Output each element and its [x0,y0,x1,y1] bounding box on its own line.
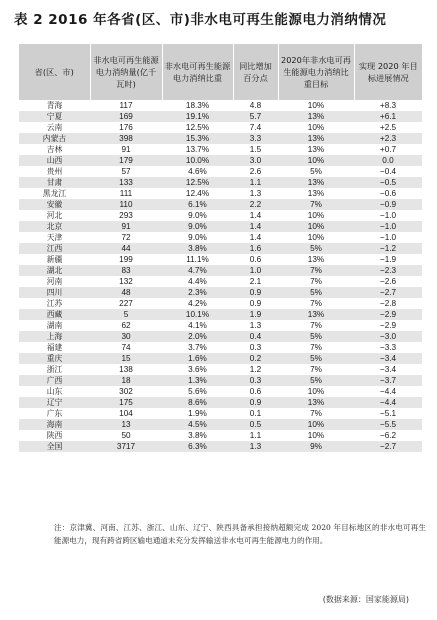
table-row [19,155,422,166]
cell-share: 3.6% [188,365,207,374]
cell-province: 云南 [46,123,63,132]
cell-target: 5% [278,243,354,254]
cell-share: 2.3% [162,287,233,298]
cell-province: 内蒙古 [19,133,90,144]
cell-yoy-change: 1.9 [233,309,278,320]
cell-share: 3.7% [188,343,207,352]
cell-province: 黑龙江 [42,189,67,198]
cell-province: 湖南 [46,321,63,330]
header-2020-target: 2020年非水电可再生能源电力消纳比重目标 [278,44,354,100]
table-row [19,430,422,441]
cell-share: 19.1% [162,111,233,122]
cell-share: 3.8% [188,431,207,440]
cell-consumption: 169 [90,111,162,122]
cell-consumption: 110 [90,199,162,210]
cell-province: 广东 [46,409,63,418]
cell-share: 10.1% [162,309,233,320]
cell-share: 15.3% [162,133,233,144]
cell-share: 11.1% [186,255,209,264]
cell-progress: −3.3 [379,343,397,352]
cell-province: 四川 [19,287,90,298]
table-row [19,122,422,133]
table-row [19,375,422,386]
cell-consumption: 199 [119,255,133,264]
cell-consumption: 57 [121,167,131,176]
cell-yoy-change: 1.5 [249,145,262,154]
table-row [19,320,422,331]
cell-yoy-change: 3.0 [233,155,278,166]
cell-target: 7% [310,343,322,352]
cell-progress: +2.5 [379,123,397,132]
cell-consumption: 104 [119,409,133,418]
cell-progress: −3.0 [354,331,422,342]
cell-share: 4.1% [188,321,207,330]
table-row [19,144,422,155]
cell-yoy-change: 2.6 [249,167,262,176]
cell-target: 13% [278,133,354,144]
table-row [19,232,422,243]
cell-province: 贵州 [46,167,63,176]
table-row [19,441,422,452]
cell-yoy-change: 1.0 [233,265,278,276]
cell-consumption: 5 [90,309,162,320]
cell-yoy-change: 5.7 [233,111,278,122]
cell-share: 1.3% [162,375,233,386]
cell-yoy-change: 0.5 [233,419,278,430]
cell-province: 吉林 [46,145,63,154]
cell-progress: −3.7 [354,375,422,386]
cell-target: 7% [310,321,322,330]
cell-consumption: 15 [90,353,162,364]
table-row [19,353,422,364]
cell-target: 5% [278,375,354,386]
cell-target: 5% [278,331,354,342]
cell-target: 10% [307,123,325,132]
table-row [19,331,422,342]
cell-progress: −5.1 [379,409,397,418]
cell-yoy-change: 1.4 [249,211,262,220]
cell-yoy-change: 1.4 [249,233,262,242]
table-row [19,100,422,111]
header-consumption: 非水电可再生能源电力消纳量(亿千瓦时) [90,44,162,100]
cell-yoy-change: 3.3 [233,133,278,144]
cell-province: 陕西 [46,431,63,440]
cell-progress: −2.6 [379,277,397,286]
cell-progress: +0.7 [379,145,397,154]
cell-target: 13% [307,189,325,198]
table-title: 表 2 2016 年各省(区、市)非水电可再生能源电力消纳情况 [14,12,387,28]
table-row [19,276,422,287]
cell-yoy-change: 2.2 [233,199,278,210]
cell-yoy-change: 1.1 [233,177,278,188]
table-body [19,100,422,452]
cell-progress: −1.0 [379,233,397,242]
cell-target: 10% [278,155,354,166]
cell-consumption: 133 [90,177,162,188]
cell-target: 13% [307,145,325,154]
cell-share: 12.4% [185,189,210,198]
cell-consumption: 117 [119,101,133,110]
cell-consumption: 83 [90,265,162,276]
table-header-row [19,44,422,100]
cell-consumption: 13 [90,419,162,430]
footnote: 注：京津冀、河南、江苏、浙江、山东、辽宁、陕西具备承担接纳超额完成 2020 年目标地区的非水电可再生能源电力，现有跨省跨区输电通道未充分发挥输送非水电可再生能源电力的作用。 [54,523,426,545]
cell-consumption: 176 [119,123,133,132]
cell-share: 12.5% [162,177,233,188]
cell-progress: −1.9 [379,255,397,264]
cell-yoy-change: 0.9 [233,287,278,298]
cell-progress: −6.2 [379,431,397,440]
cell-consumption: 50 [121,431,131,440]
table-row [19,111,422,122]
cell-province: 天津 [46,233,63,242]
cell-province: 浙江 [46,365,63,374]
table-row [19,199,422,210]
table-row [19,166,422,177]
cell-province: 广西 [19,375,90,386]
cell-share: 4.7% [162,265,233,276]
cell-progress: 0.0 [354,155,422,166]
cell-province: 山西 [19,155,90,166]
cell-target: 5% [278,287,354,298]
cell-consumption: 48 [90,287,162,298]
cell-province: 辽宁 [19,397,90,408]
cell-yoy-change: 1.3 [233,441,278,452]
cell-progress: −5.5 [354,419,422,430]
cell-target: 10% [278,221,354,232]
cell-province: 安徽 [19,199,90,210]
cell-share: 1.9% [188,409,207,418]
cell-yoy-change: 7.4 [249,123,262,132]
cell-yoy-change: 0.6 [249,387,262,396]
cell-progress: −3.4 [379,365,397,374]
cell-province: 甘肃 [19,177,90,188]
cell-share: 12.5% [185,123,210,132]
table-row [19,408,422,419]
cell-progress: −1.0 [379,211,397,220]
cell-target: 13% [278,397,354,408]
cell-share: 10.0% [162,155,233,166]
cell-province: 青海 [46,101,63,110]
table-row [19,265,422,276]
cell-target: 10% [307,387,325,396]
cell-progress: −2.9 [354,309,422,320]
cell-province: 湖北 [19,265,90,276]
cell-yoy-change: 0.9 [249,299,262,308]
cell-yoy-change: 0.1 [249,409,262,418]
cell-share: 13.7% [185,145,210,154]
cell-target: 5% [310,167,322,176]
cell-consumption: 30 [90,331,162,342]
table-row [19,397,422,408]
cell-share: 4.5% [162,419,233,430]
table-row [19,254,422,265]
cell-province: 河南 [46,277,63,286]
cell-consumption: 62 [121,321,131,330]
cell-progress: −1.0 [354,221,422,232]
cell-share: 18.3% [185,101,210,110]
table-row [19,309,422,320]
table-row [19,342,422,353]
cell-consumption: 175 [90,397,162,408]
table-row [19,386,422,397]
cell-yoy-change: 1.2 [249,365,262,374]
cell-progress: −2.9 [379,321,397,330]
cell-consumption: 91 [90,221,162,232]
cell-share: 5.6% [188,387,207,396]
data-source: (数据来源：国家能源局) [322,595,409,604]
cell-progress: −4.4 [354,397,422,408]
cell-target: 13% [307,255,325,264]
cell-target: 13% [278,177,354,188]
cell-consumption: 111 [119,189,133,198]
cell-yoy-change: 1.6 [233,243,278,254]
cell-target: 7% [310,409,322,418]
cell-province: 河北 [46,211,63,220]
cell-yoy-change: 0.2 [233,353,278,364]
cell-yoy-change: 2.1 [249,277,262,286]
cell-progress: −0.4 [379,167,397,176]
header-province: 省(区、市) [19,44,90,100]
cell-share: 6.1% [162,199,233,210]
table-row [19,243,422,254]
cell-target: 7% [310,277,322,286]
cell-progress: −2.7 [354,441,422,452]
cell-consumption: 91 [121,145,131,154]
cell-share: 1.6% [162,353,233,364]
cell-province: 江苏 [46,299,63,308]
cell-progress: +6.1 [354,111,422,122]
cell-yoy-change: 0.9 [233,397,278,408]
cell-target: 10% [278,419,354,430]
cell-consumption: 398 [90,133,162,144]
cell-province: 江西 [19,243,90,254]
table-row [19,177,422,188]
cell-yoy-change: 0.4 [233,331,278,342]
cell-progress: −2.8 [379,299,397,308]
cell-consumption: 3717 [90,441,162,452]
table-row [19,419,422,430]
cell-share: 9.0% [162,221,233,232]
cell-consumption: 72 [121,233,131,242]
cell-target: 10% [307,431,325,440]
cell-yoy-change: 4.8 [249,101,262,110]
cell-province: 西藏 [19,309,90,320]
table-row [19,188,422,199]
cell-target: 9% [278,441,354,452]
cell-progress: −0.5 [354,177,422,188]
cell-progress: −0.9 [354,199,422,210]
cell-consumption: 227 [119,299,133,308]
cell-province: 重庆 [19,353,90,364]
cell-yoy-change: 1.1 [249,431,262,440]
table-row [19,298,422,309]
table-row [19,210,422,221]
cell-consumption: 179 [90,155,162,166]
cell-share: 9.0% [188,211,207,220]
cell-target: 10% [307,233,325,242]
cell-target: 7% [310,299,322,308]
cell-yoy-change: 1.3 [249,189,262,198]
cell-province: 海南 [19,419,90,430]
cell-progress: +8.3 [379,101,397,110]
cell-progress: −2.7 [354,287,422,298]
cell-consumption: 293 [119,211,133,220]
cell-progress: −1.2 [354,243,422,254]
cell-progress: +2.3 [354,133,422,144]
cell-progress: −3.4 [354,353,422,364]
cell-province: 福建 [46,343,63,352]
cell-target: 10% [307,101,325,110]
cell-share: 4.6% [188,167,207,176]
cell-consumption: 74 [121,343,131,352]
cell-province: 宁夏 [19,111,90,122]
table-row [19,364,422,375]
cell-province: 上海 [19,331,90,342]
cell-share: 4.2% [188,299,207,308]
cell-yoy-change: 0.3 [233,375,278,386]
header-share: 非水电可再生能源电力消纳比重 [162,44,233,100]
cell-consumption: 138 [119,365,133,374]
cell-target: 5% [278,353,354,364]
cell-progress: −4.4 [379,387,397,396]
header-progress: 实现 2020 年目标进展情况 [354,44,422,100]
table-row [19,133,422,144]
cell-consumption: 302 [119,387,133,396]
table-row [19,221,422,232]
cell-province: 北京 [19,221,90,232]
cell-target: 7% [278,199,354,210]
cell-province: 新疆 [46,255,63,264]
cell-share: 8.6% [162,397,233,408]
cell-share: 2.0% [162,331,233,342]
cell-progress: −0.6 [379,189,397,198]
header-yoy-change: 同比增加百分点 [233,44,278,100]
cell-share: 6.3% [162,441,233,452]
cell-share: 9.0% [188,233,207,242]
cell-consumption: 18 [90,375,162,386]
cell-province: 山东 [46,387,63,396]
cell-yoy-change: 1.4 [233,221,278,232]
cell-province: 全国 [19,441,90,452]
cell-target: 10% [307,211,325,220]
cell-target: 7% [278,265,354,276]
consumption-table [19,44,422,452]
cell-target: 13% [278,111,354,122]
cell-target: 7% [310,365,322,374]
cell-progress: −2.3 [354,265,422,276]
cell-share: 3.8% [162,243,233,254]
cell-share: 4.4% [188,277,207,286]
cell-yoy-change: 0.6 [249,255,262,264]
table-row [19,287,422,298]
cell-consumption: 44 [90,243,162,254]
cell-yoy-change: 1.3 [249,321,262,330]
cell-consumption: 132 [119,277,133,286]
cell-yoy-change: 0.3 [249,343,262,352]
cell-target: 13% [278,309,354,320]
